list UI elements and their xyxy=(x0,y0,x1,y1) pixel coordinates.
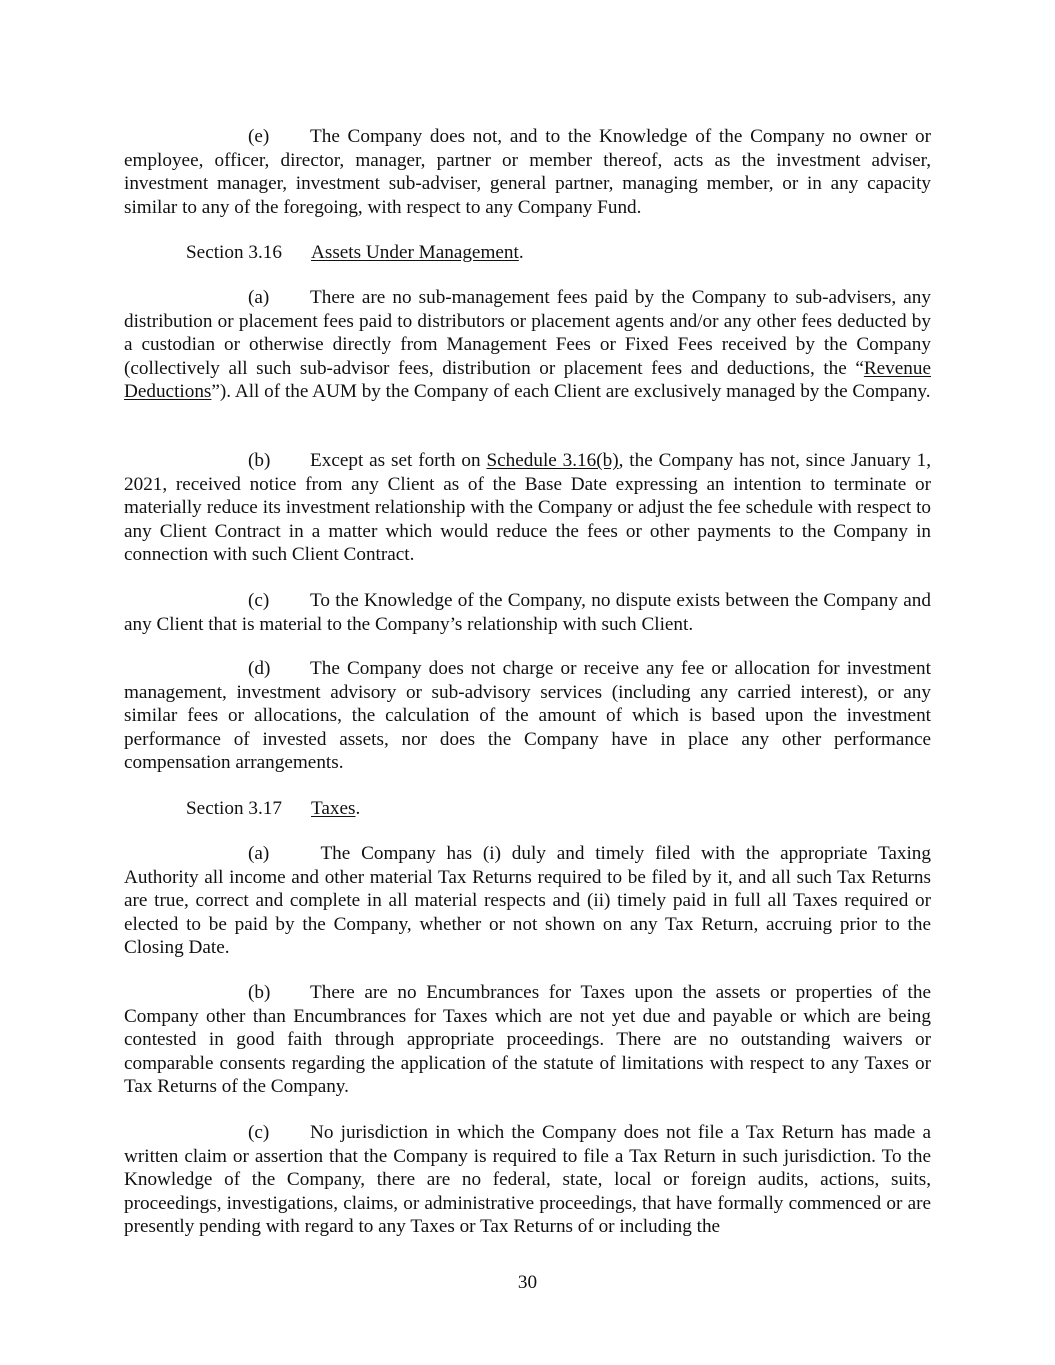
paragraph-3-17-b xyxy=(124,981,931,1099)
paragraph-text: There are no sub-management fees paid by the Company to sub-advisers, any distribution or placement fees paid to distributors or placement agents and/or any other fees deducted by a custodian or otherwise directly from Management Fees or Fixed Fees received by the Company (collectively all such sub-advisor fees, distribution or placement fees and deductions, the “ xyxy=(124,287,931,379)
paragraph-label: (c) xyxy=(248,590,270,611)
section-number: Section 3.16 xyxy=(186,242,282,263)
paragraph-label: (c) xyxy=(248,1122,270,1143)
page-number: 30 xyxy=(517,1272,538,1293)
paragraph-3-16-b xyxy=(124,449,931,567)
paragraph-text: ”). All of the AUM by the Company of each Client are exclusively managed by the Company. xyxy=(211,381,931,403)
paragraph-text: The Company has (i) duly and timely filed with the appropriate Taxing Authority all income and other material Tax Returns required to be filed by it, and all such Tax Returns are true, correct and complete in all material respects and (ii) timely paid in full all Taxes required or elected to be paid by the Company, whether or not shown on any Tax Return, accruing prior to the Closing Date. xyxy=(124,843,931,959)
paragraph-3-17-a xyxy=(124,842,931,960)
defined-term: Revenue Deductions xyxy=(124,357,931,403)
paragraph-label: (a) xyxy=(248,843,270,864)
section-3-17-heading xyxy=(124,797,931,821)
paragraph-label: (b) xyxy=(248,982,271,1003)
paragraph-3-17-c xyxy=(124,1121,931,1239)
section-title: Taxes xyxy=(311,798,356,819)
paragraph-label: (d) xyxy=(248,658,271,679)
section-number: Section 3.17 xyxy=(186,798,282,819)
section-title-period: . xyxy=(355,798,361,819)
paragraph-text: The Company does not, and to the Knowledge of the Company no owner or employee, officer, director, manager, partner or member thereof, acts as the investment adviser, investment manager, investment sub-adviser, general partner, managing member, or in any capacity similar to any of the foregoing, with respect to any Company Fund. xyxy=(124,126,931,218)
paragraph-3-16-a xyxy=(124,286,931,404)
paragraph-text: There are no Encumbrances for Taxes upon the assets or properties of the Company other than Encumbrances for Taxes which are not yet due and payable or which are being contested in good faith through appropriate proceedings. There are no outstanding waivers or comparable consents regarding the application of the statute of limitations with respect to any Taxes or Tax Returns of the Company. xyxy=(124,982,931,1098)
paragraph-label: (a) xyxy=(248,287,270,308)
paragraph-text: The Company does not charge or receive any fee or allocation for investment management, investment advisory or sub-advisory services (including any carried interest), or any similar fees or allocations, the calculation of the amount of which is based upon the investment performance of invested assets, nor does the Company have in place any other performance compensation arrangements. xyxy=(124,658,931,774)
paragraph-text: To the Knowledge of the Company, no dispute exists between the Company and any Client that is material to the Company’s relationship with such Client. xyxy=(124,590,931,635)
section-title: Assets Under Management xyxy=(311,242,519,263)
section-3-16-heading xyxy=(124,241,931,265)
paragraph-text: , the Company has not, since January 1, 2021, received notice from any Client as of the Base Date expressing an intention to terminate or materially reduce its investment relationship with the Company or adjust the fee schedule with respect to any Client Contract in a matter which would reduce the fees or other payments to the Company in connection with such Client Contract. xyxy=(124,450,931,566)
paragraph-3-16-d xyxy=(124,657,931,775)
paragraph-3-16-c xyxy=(124,589,931,636)
paragraph-text: No jurisdiction in which the Company does not file a Tax Return has made a written claim or assertion that the Company is required to file a Tax Return in such jurisdiction. To the Knowledge of the Company, there are no federal, state, local or foreign audits, actions, suits, proceedings, investigations, claims, or administrative proceedings, that have formally commenced or are presently pending with regard to any Taxes or Tax Returns of or including the xyxy=(124,1122,931,1238)
section-title-period: . xyxy=(518,242,524,263)
paragraph-text: Except as set forth on xyxy=(310,450,487,471)
schedule-reference: Schedule 3.16(b) xyxy=(486,450,619,471)
paragraph-e xyxy=(124,125,931,219)
paragraph-label: (b) xyxy=(248,450,271,471)
paragraph-label: (e) xyxy=(248,126,270,147)
